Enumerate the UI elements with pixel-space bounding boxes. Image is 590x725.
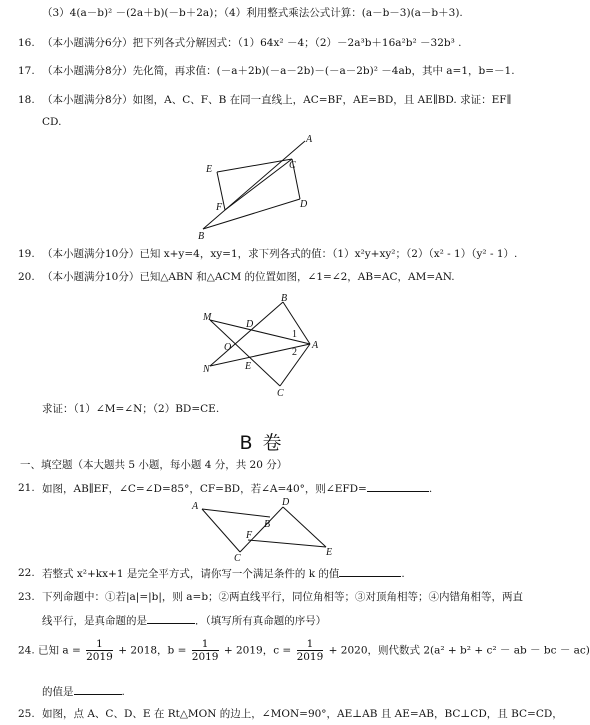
problem-number: 23. <box>18 591 35 603</box>
segment-AC <box>202 509 240 552</box>
segment-FC <box>225 159 292 210</box>
label-C: C <box>289 160 296 171</box>
label-F: F <box>216 202 223 213</box>
problem-23-text-cont <box>42 613 326 628</box>
problem-22-prompt: 若整式 x²+kx+1 是完全平方式，请你写一个满足条件的 k 的值 <box>42 568 340 580</box>
problem-24-a-add: + 2018，b = <box>118 644 187 657</box>
problem-25-text: 如图，点 A、C、D、E 在 Rt△MON 的边上，∠MON=90°，AE⊥AB 且 AE=AB，BC⊥CD，且 BC=CD， <box>42 708 563 720</box>
figure-18-diagram <box>190 132 320 244</box>
segment-AB <box>202 509 270 517</box>
problem-21-prompt: 如图，AB∥EF，∠C=∠D=85°，CF=BD，若∠A=40°，则∠EFD= <box>42 483 367 495</box>
problem-16-text: （本小题满分6分）把下列各式分解因式：（1）64x² －4；（2）－2a³b＋16a²b² －32b³ . <box>42 37 462 49</box>
section-b-title: B 卷 <box>239 432 284 454</box>
segment-EA <box>217 159 292 172</box>
label-D: D <box>300 199 308 210</box>
problem-24-row <box>18 638 590 663</box>
problem-24-prompt: 的值是 <box>42 686 74 698</box>
problem-24-a-label: 已知 a = <box>38 644 81 657</box>
label-C: C <box>277 388 284 399</box>
problem-number: 20. <box>18 271 35 283</box>
fraction-b <box>192 638 219 663</box>
label-B: B <box>281 293 288 304</box>
problem-18-text: （本小题满分8分）如图，A、C、F、B 在同一直线上，AC=BF，AE=BD，且 AE∥BD. 求证：EF∥ <box>42 94 512 106</box>
label-E: E <box>245 361 252 372</box>
label-F: F <box>246 530 253 541</box>
segment-DE <box>283 507 326 547</box>
problem-number: 19. <box>18 248 35 260</box>
problem-22-text: 若整式 x²+kx+1 是完全平方式，请你写一个满足条件的 k 的值 . <box>42 568 405 580</box>
segment-FE <box>248 540 326 547</box>
problem-17-text: （本小题满分8分）先化简，再求值：(－a＋2b)(－a－2b)－(－a－2b)² －4ab，其中 a=1，b=－1. <box>42 65 515 77</box>
label-O: O <box>224 342 232 353</box>
problem-number: 25. <box>18 708 35 720</box>
label-A: A <box>312 340 319 351</box>
label-A: A <box>192 501 199 512</box>
answer-blank-24[interactable] <box>74 684 122 695</box>
problem-number: 18. <box>18 94 35 106</box>
answer-blank-22[interactable] <box>339 566 401 577</box>
problem-15-part-3-4: （3）4(a－b)² －(2a＋b)(－b＋2a)；（4）利用整式乘法公式计算：(a－b－3)(a－b＋3). <box>42 7 463 19</box>
segment-AB <box>203 141 305 229</box>
fraction-c-numerator: 1 <box>297 638 324 651</box>
label-N: N <box>203 364 210 375</box>
problem-24-text-cont: 的值是 . <box>42 686 125 698</box>
label-E: E <box>326 547 333 558</box>
label-angle-1: 1 <box>292 329 297 340</box>
fraction-a-denominator: 2019 <box>86 651 113 663</box>
answer-blank-23[interactable] <box>147 613 195 624</box>
fill-in-section-title: 一、填空题（本大题共 5 小题，每小题 4 分，共 20 分） <box>20 459 288 471</box>
fraction-c <box>297 638 324 663</box>
problem-24-b-add: + 2019，c = <box>223 644 292 657</box>
fraction-b-denominator: 2019 <box>191 651 219 663</box>
problem-number: 16. <box>18 37 35 49</box>
segment-NB <box>210 302 283 366</box>
problem-19-text: （本小题满分10分）已知 x+y=4，xy=1，求下列各式的值：（1）x²y+xy²；（2）（x² - 1）（y² - 1）. <box>42 248 518 260</box>
label-B: B <box>264 519 271 530</box>
label-M: M <box>203 312 212 323</box>
problem-23-text: 下列命题中：①若|a|=|b|，则 a=b；②两直线平行，同位角相等；③对顶角相等；④内错角相等，两直 <box>42 591 524 603</box>
problem-21-text: 如图，AB∥EF，∠C=∠D=85°，CF=BD，若∠A=40°，则∠EFD= . <box>42 483 433 495</box>
label-E: E <box>206 164 213 175</box>
problem-number: 21. <box>18 482 35 494</box>
label-angle-2: 2 <box>292 347 297 358</box>
problem-23-prompt: 线平行，是真命题的是 <box>42 615 147 627</box>
answer-blank-21[interactable] <box>367 481 429 492</box>
fraction-a <box>86 638 113 663</box>
label-B: B <box>198 231 205 242</box>
problem-24-c-add: + 2020，则代数式 2(a² + b² + c² － ab － bc － ac) <box>328 644 590 657</box>
problem-18-text-cont: CD. <box>42 116 62 128</box>
figure-21-diagram <box>188 497 336 563</box>
fraction-b-numerator: 1 <box>192 638 219 651</box>
problem-number: 22. <box>18 567 35 579</box>
problem-20-question: 求证：（1）∠M=∠N；（2）BD=CE. <box>42 403 220 415</box>
problem-number: 24. <box>18 644 35 657</box>
label-D: D <box>246 319 254 330</box>
label-A: A <box>306 134 313 145</box>
figure-20-diagram <box>198 292 328 398</box>
problem-number: 17. <box>18 65 35 77</box>
fraction-c-denominator: 2019 <box>296 651 324 663</box>
label-D: D <box>282 497 290 508</box>
problem-23-note: ．（填写所有真命题的序号） <box>195 615 327 627</box>
label-C: C <box>234 553 241 564</box>
fraction-a-numerator: 1 <box>86 638 113 651</box>
problem-20-text: （本小题满分10分）已知△ABN 和△ACM 的位置如图，∠1=∠2，AB=AC，AM=AN. <box>42 271 455 283</box>
